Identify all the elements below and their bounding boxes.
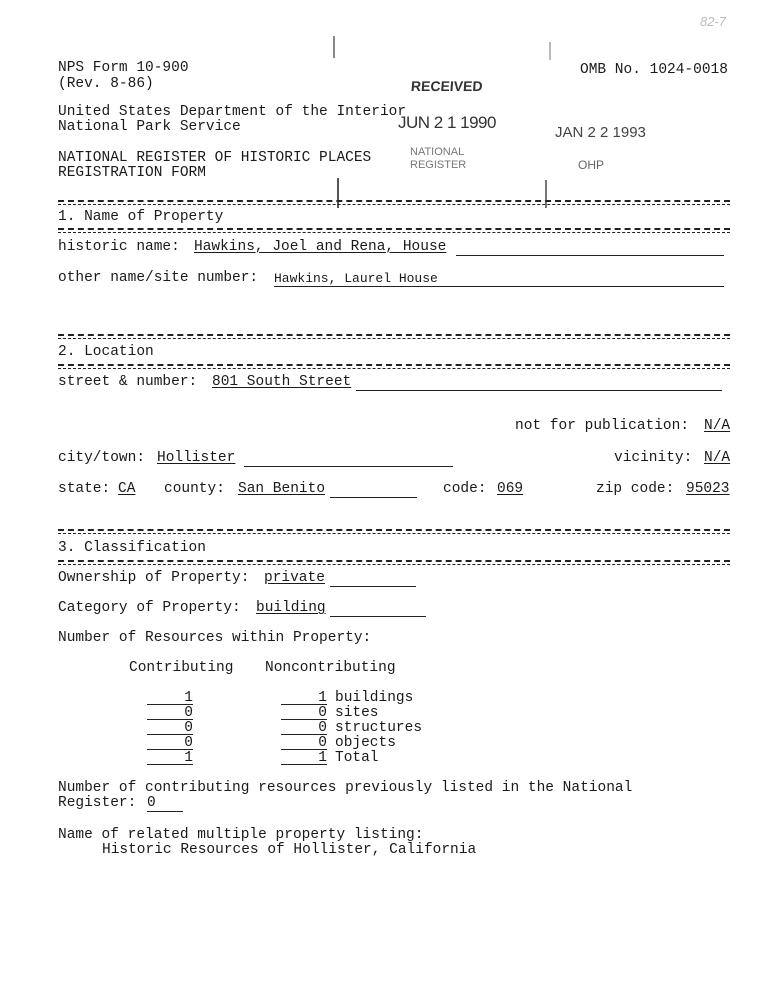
noncontributing-count: 1 (281, 750, 327, 765)
service-name: National Park Service (58, 119, 241, 135)
historic-name-value: Hawkins, Joel and Rena, House (194, 239, 447, 255)
section-divider (58, 364, 730, 366)
vicinity-value: N/A (704, 450, 731, 466)
section-divider (58, 533, 730, 534)
city-value: Hollister (157, 450, 236, 466)
previously-listed-label: Number of contributing resources previously listed in the National (58, 780, 633, 796)
resource-type-label: Total (335, 750, 379, 766)
second-date-stamp: JAN 2 2 1993 (555, 124, 646, 141)
resource-type-label: structures (335, 720, 423, 736)
corner-note: 82-7 (700, 14, 727, 29)
blank-line (330, 497, 417, 498)
code-label: code: (443, 481, 487, 497)
code-value: 069 (497, 481, 524, 497)
section-divider (58, 200, 730, 202)
blank-line (274, 286, 724, 287)
scan-mark (333, 36, 335, 58)
noncontributing-count: 1 (281, 690, 327, 705)
state-label: state: (58, 481, 111, 497)
section-divider (58, 529, 730, 531)
previously-listed-value: 0 (147, 795, 156, 811)
resource-type-label: objects (335, 735, 396, 751)
received-date-stamp: JUN 2 1 1990 (398, 113, 496, 132)
contributing-count: 0 (147, 705, 193, 720)
section-1-heading: 1. Name of Property (58, 209, 224, 225)
section-divider (58, 368, 730, 369)
city-label: city/town: (58, 450, 146, 466)
noncontributing-count: 0 (281, 720, 327, 735)
section-divider (58, 564, 730, 565)
scan-mark (549, 42, 551, 60)
section-divider (58, 228, 730, 230)
county-value: San Benito (238, 481, 326, 497)
blank-line (456, 255, 724, 256)
resource-row-sites (147, 705, 447, 720)
blank-line (330, 616, 426, 617)
noncontributing-count: 0 (281, 735, 327, 750)
section-divider (58, 338, 730, 339)
ownership-label: Ownership of Property: (58, 570, 250, 586)
contributing-count: 0 (147, 720, 193, 735)
form-title: REGISTRATION FORM (58, 165, 206, 181)
county-label: county: (164, 481, 225, 497)
section-divider (58, 560, 730, 562)
zip-value: 95023 (686, 481, 730, 497)
contributing-count: 1 (147, 690, 193, 705)
resource-row-structures (147, 720, 447, 735)
resource-row-objects (147, 735, 447, 750)
multiple-property-listing-label: Name of related multiple property listing: (58, 827, 424, 843)
not-for-publication-label: not for publication: (515, 418, 690, 434)
section-divider (58, 204, 730, 205)
other-name-value: Hawkins, Laurel House (274, 271, 438, 286)
blank-line (147, 811, 183, 812)
resource-type-label: buildings (335, 690, 414, 706)
street-label: street & number: (58, 374, 198, 390)
section-divider (58, 232, 730, 233)
ownership-value: private (264, 570, 325, 586)
blank-line (244, 466, 453, 467)
blank-line (356, 390, 722, 391)
not-for-publication-value: N/A (704, 418, 731, 434)
received-stamp: RECEIVED (410, 78, 484, 94)
vicinity-label: vicinity: (614, 450, 693, 466)
national-register-stamp: NATIONAL REGISTER (410, 146, 467, 171)
resource-row-buildings (147, 690, 447, 705)
ohp-stamp: OHP (578, 158, 605, 172)
contributing-count: 1 (147, 750, 193, 765)
multiple-property-listing-value: Historic Resources of Hollister, California (102, 842, 477, 858)
blank-line (330, 586, 416, 587)
noncontributing-count: 0 (281, 705, 327, 720)
zip-label: zip code: (596, 481, 675, 497)
resources-label: Number of Resources within Property: (58, 630, 372, 646)
section-2-heading: 2. Location (58, 344, 154, 360)
form-revision: (Rev. 8-86) (58, 76, 154, 92)
previously-listed-label-cont: Register: (58, 795, 137, 811)
department-name: United States Department of the Interior (58, 104, 407, 120)
street-value: 801 South Street (212, 374, 352, 390)
category-value: building (256, 600, 326, 616)
section-3-heading: 3. Classification (58, 540, 206, 556)
contributing-column-header: Contributing (129, 660, 234, 676)
section-divider (58, 334, 730, 336)
state-value: CA (118, 481, 136, 497)
resource-row-total (147, 750, 447, 765)
omb-number: OMB No. 1024-0018 (580, 62, 728, 78)
register-title: NATIONAL REGISTER OF HISTORIC PLACES (58, 150, 372, 166)
resource-type-label: sites (335, 705, 379, 721)
form-number: NPS Form 10-900 (58, 60, 189, 76)
contributing-count: 0 (147, 735, 193, 750)
other-name-label: other name/site number: (58, 270, 259, 286)
historic-name-label: historic name: (58, 239, 180, 255)
category-label: Category of Property: (58, 600, 241, 616)
noncontributing-column-header: Noncontributing (265, 660, 396, 676)
